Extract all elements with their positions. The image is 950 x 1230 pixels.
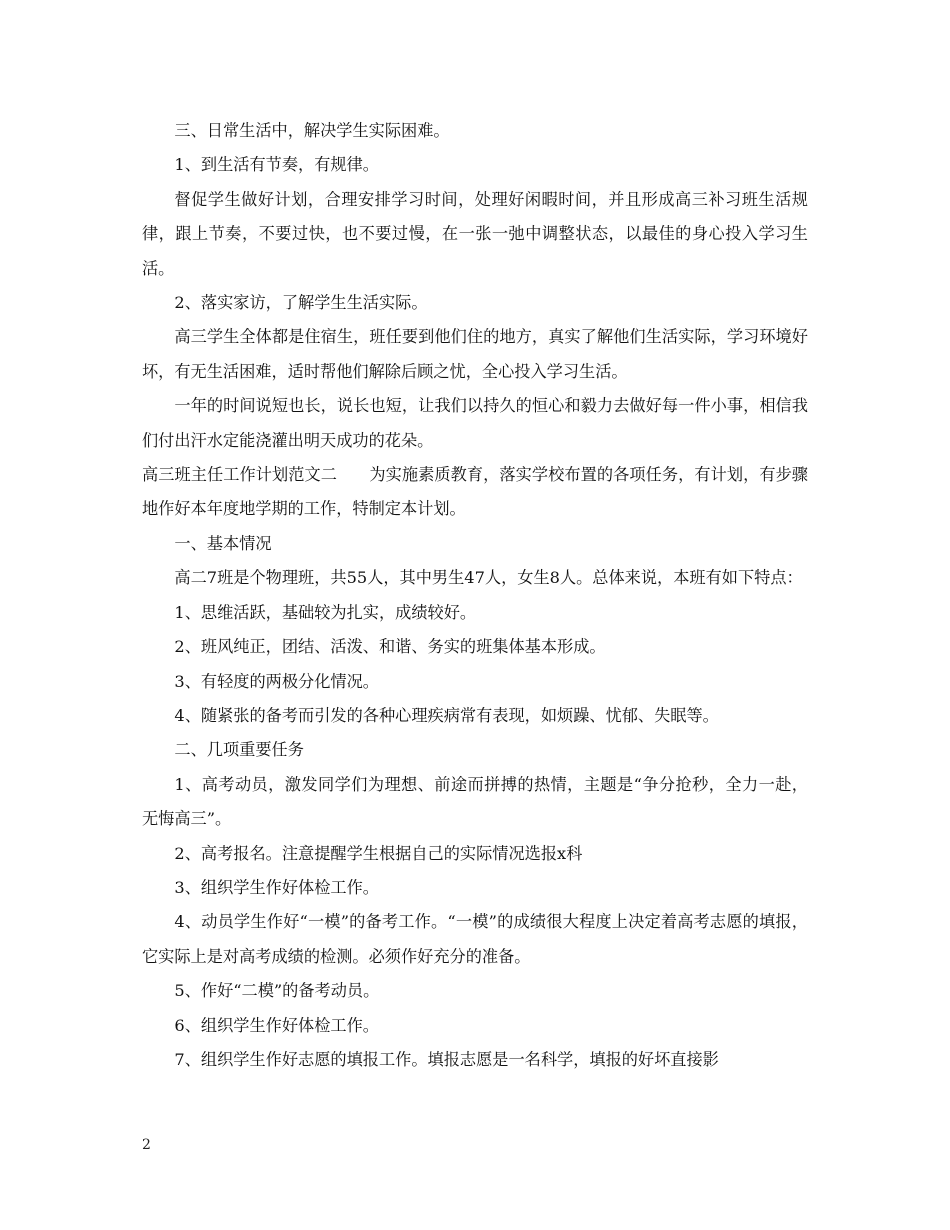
paragraph: 督促学生做好计划，合理安排学习时间，处理好闲暇时间，并且形成高三补习班生活规律，跟上节奏，不要过快，也不要过慢，在一张一弛中调整状态，以最佳的身心投入学习生活。: [142, 189, 808, 278]
paragraph: 高二7班是个物理班，共55人，其中男生47人，女生8人。总体来说，本班有如下特点：: [174, 568, 803, 588]
paragraph: 1、思维活跃，基础较为扎实，成绩较好。: [174, 602, 477, 622]
paragraph: 3、有轻度的两极分化情况。: [174, 671, 379, 691]
document-body: [142, 114, 808, 1077]
page-number: 2: [142, 1137, 151, 1153]
paragraph: 2、高考报名。注意提醒学生根据自己的实际情况选报x科: [174, 843, 583, 863]
paragraph: 1、到生活有节奏，有规律。: [174, 155, 379, 175]
paragraph: 6、组织学生作好体检工作。: [174, 1015, 379, 1035]
paragraph: 一、基本情况: [174, 533, 272, 553]
paragraph: 4、动员学生作好“一模”的备考工作。“一模”的成绩很大程度上决定着高考志愿的填报，它实际上是对高考成绩的检测。必须作好充分的准备。: [142, 912, 808, 966]
paragraph: 1、高考动员，激发同学们为理想、前途而拼搏的热情，主题是“争分抢秒，全力一赴，无悔高三”。: [142, 774, 808, 829]
paragraph: 2、落实家访，了解学生生活实际。: [174, 293, 428, 313]
paragraph: 一年的时间说短也长，说长也短，让我们以持久的恒心和毅力去做好每一件小事，相信我们付出汗水定能浇灌出明天成功的花朵。: [142, 396, 808, 450]
paragraph: 三、日常生活中，解决学生实际困难。: [174, 121, 450, 140]
paragraph: 3、组织学生作好体检工作。: [174, 877, 379, 897]
paragraph: 5、作好“二模”的备考动员。: [174, 981, 380, 1001]
paragraph: 2、班风纯正，团结、活泼、和谐、务实的班集体基本形成。: [174, 637, 606, 657]
paragraph: 7、组织学生作好志愿的填报工作。填报志愿是一名科学，填报的好坏直接影: [174, 1049, 719, 1069]
paragraph: 4、随紧张的备考而引发的各种心理疾病常有表现，如烦躁、忧郁、失眠等。: [174, 705, 719, 725]
paragraph: 高三学生全体都是住宿生，班任要到他们住的地方，真实了解他们生活实际，学习环境好坏，有无生活困难，适时帮他们解除后顾之忧，全心投入学习生活。: [142, 327, 808, 381]
paragraph: 二、几项重要任务: [174, 740, 304, 760]
paragraph: 高三班主任工作计划范文二 为实施素质教育，落实学校布置的各项任务，有计划，有步骤地作好本年度地学期的工作，特制定本计划。: [142, 465, 808, 519]
